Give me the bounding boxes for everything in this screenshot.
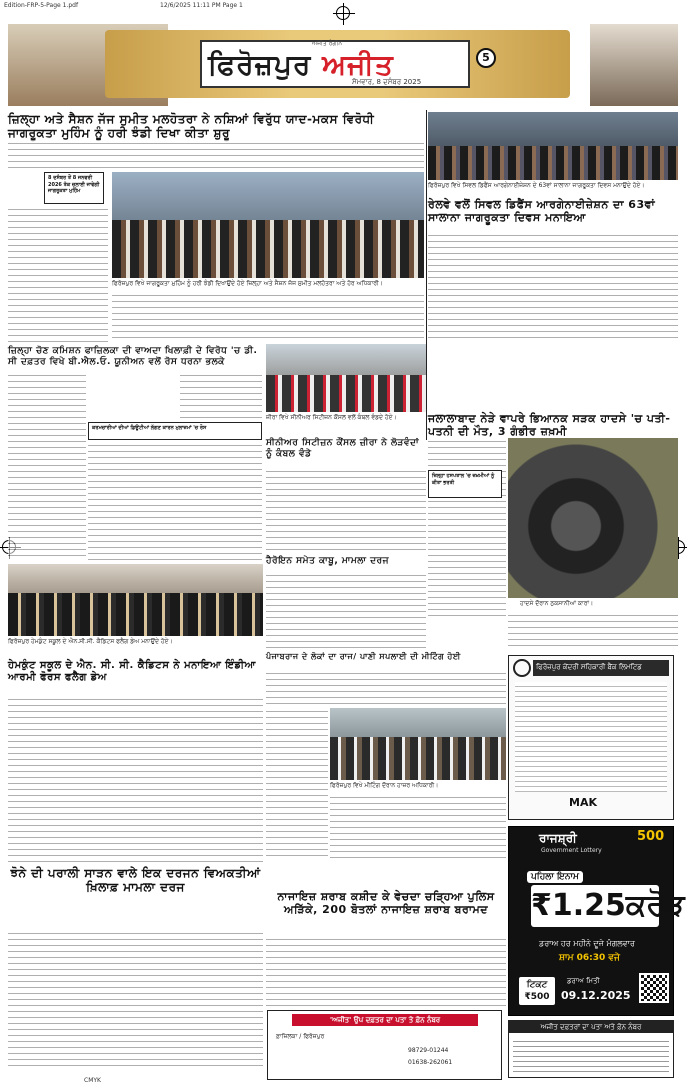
footer-color-label: CMYK bbox=[84, 1077, 101, 1084]
lottery-amount: ₹1.25ਕਰੋੜ bbox=[531, 885, 659, 927]
lead-headline: ਜ਼ਿਲ੍ਹਾ ਅਤੇ ਸੈਸ਼ਨ ਜੱਜ ਸੁਮੀਤ ਮਲਹੋਤਰਾ ਨੇ ਨਸ਼ਿਆਂ ਵਿਰੁੱਧ ਯਾਦ-ਮਕਸ ਵਿਰੋਧੀ ਜਾਗਰੂਕਤਾ ਮੁਹਿੰਮ ਨੂੰ ਹਰੀ ਝੰਡੀ ਦਿਖਾ ਕੀਤਾ ਸ਼ੁਰੂ bbox=[8, 112, 375, 141]
lottery-subtitle: Government Lottery bbox=[541, 847, 602, 854]
cadets-body bbox=[8, 696, 263, 864]
liquor-body bbox=[266, 936, 506, 1006]
panchayat-body-bottom bbox=[330, 794, 506, 858]
ajit-office-phone-1: 98729-01244 bbox=[408, 1047, 449, 1054]
stubble-body bbox=[8, 930, 263, 1070]
column-rule bbox=[426, 110, 427, 440]
lottery-time: ਸ਼ਾਮ 06:30 ਵਜੇ bbox=[559, 953, 620, 963]
lead-caption: ਫਿਰੋਜ਼ਪੁਰ ਵਿਖੇ ਜਾਗਰੂਕਤਾ ਮੁਹਿੰਮ ਨੂੰ ਹਰੀ ਝੰਡੀ ਦਿਖਾਉਂਦੇ ਹੋਏ ਜ਼ਿਲ੍ਹਾ ਅਤੇ ਸੈਸ਼ਨ ਜੱਜ ਸੁਮੀਤ ਮਲਹੋਤਰਾ ਅਤੇ ਹੋਰ ਅਧਿਕਾਰੀ। bbox=[112, 280, 383, 287]
contact-ad-body bbox=[513, 1037, 669, 1073]
file-slug: Edition-FRP-5-Page 1.pdf bbox=[4, 2, 79, 9]
panchayat-headline: ਪੰਜਾਬਰਾਜ ਦੇ ਲੋਕਾਂ ਦਾ ਰਾਜ/ ਪਾਣੀ ਸਪਲਾਈ ਦੀ ਮੀਟਿੰਗ ਹੋਈ bbox=[266, 652, 461, 661]
masthead-title-part2: ਅਜੀਤ bbox=[322, 48, 394, 81]
accident-caption: ਹਾਦਸੇ ਦੌਰਾਨ ਨੁਕਸਾਨੀਆਂ ਕਾਰਾਂ। bbox=[520, 600, 594, 607]
railway-photo bbox=[428, 112, 678, 180]
accident-photo bbox=[508, 438, 678, 598]
masthead bbox=[200, 40, 470, 88]
lottery-draw-text: ਡਰਾਅ ਹਰ ਮਹੀਨੇ ਦੂਜੇ ਮੰਗਲਵਾਰ bbox=[539, 939, 635, 948]
seniors-caption: ਜ਼ੀਰਾ ਵਿਖੇ ਸੀਨੀਅਰ ਸਿਟੀਜ਼ਨ ਕੌਂਸਲ ਵਲੋਂ ਕੰਬਲ ਵੰਡਦੇ ਹੋਏ। bbox=[266, 414, 397, 421]
lottery-prize-label: ਪਹਿਲਾ ਇਨਾਮ bbox=[527, 871, 583, 883]
bank-advertisement bbox=[508, 655, 674, 820]
blo-body-col3 bbox=[180, 372, 262, 420]
accident-body-left bbox=[428, 438, 506, 618]
panchayat-body-top bbox=[266, 670, 506, 706]
masthead-title-part1: ਫਿਰੋਜ਼ਪੁਰ bbox=[208, 48, 312, 81]
panchayat-photo bbox=[330, 708, 506, 780]
panchayat-body-left bbox=[266, 708, 328, 858]
accident-box: ਜ਼ਿਲ੍ਹਾ ਹਸਪਤਾਲ 'ਚ ਜ਼ਖ਼ਮੀਆਂ ਨੂੰ ਕੀਤਾ ਭਰਤੀ bbox=[428, 470, 502, 498]
contact-ad-heading: ਅਜੀਤ ਦਫ਼ਤਰਾਂ ਦਾ ਪਤਾ ਅਤੇ ਫ਼ੋਨ ਨੰਬਰ bbox=[509, 1021, 673, 1033]
accident-body-right bbox=[508, 612, 678, 650]
lottery-advertisement bbox=[508, 826, 685, 1016]
lead-photo bbox=[112, 172, 424, 278]
print-stamp: 12/6/2025 11:11 PM Page 1 bbox=[160, 2, 243, 9]
contact-ad bbox=[508, 1020, 674, 1078]
seniors-photo bbox=[266, 344, 426, 412]
railway-headline: ਰੇਲਵੇ ਵਲੋਂ ਸਿਵਲ ਡਿਫੈਂਸ ਆਰਗੇਨਾਈਜ਼ੇਸ਼ਨ ਦਾ 63ਵਾਂ ਸਾਲਾਨਾ ਜਾਗਰੂਕਤਾ ਦਿਵਸ ਮਨਾਇਆ bbox=[428, 198, 656, 225]
registration-mark-top bbox=[336, 6, 350, 20]
railway-body bbox=[428, 232, 678, 338]
accident-headline: ਜਲਾਲਾਬਾਦ ਨੇੜੇ ਵਾਪਰੇ ਭਿਆਨਕ ਸੜਕ ਹਾਦਸੇ 'ਚ ਪਤੀ-ਪਤਨੀ ਦੀ ਮੌਤ, 3 ਗੰਭੀਰ ਜ਼ਖ਼ਮੀ bbox=[428, 412, 671, 439]
lottery-draw-label: ਡਰਾਅ ਮਿਤੀ bbox=[567, 977, 600, 985]
railway-caption: ਫਿਰੋਜ਼ਪੁਰ ਵਿਖੇ ਸਿਵਲ ਡਿਫੈਂਸ ਆਰਗੇਨਾਈਜ਼ੇਸ਼ਨ ਦੇ 63ਵਾਂ ਸਾਲਾਨਾ ਜਾਗਰੂਕਤਾ ਦਿਵਸ ਮਨਾਉਂਦੇ ਹੋਏ। bbox=[428, 182, 645, 189]
masthead-portrait-photo bbox=[590, 24, 678, 106]
cadets-headline: ਹੇਮਕੁੰਟ ਸਕੂਲ ਦੇ ਐਨ. ਸੀ. ਸੀ. ਕੈਡਿਟਸ ਨੇ ਮਨਾਇਆ ਇੰਡੀਆ ਆਰਮੀ ਫੋਰਸ ਫਲੈਗ ਡੇਅ bbox=[8, 660, 256, 683]
bank-ad-body bbox=[515, 682, 667, 792]
lottery-title: ਰਾਜਸ਼੍ਰੀ bbox=[539, 831, 577, 845]
bank-ad-title: ਫਿਰੋਜ਼ਪੁਰ ਕੇਂਦਰੀ ਸਹਿਕਾਰੀ ਬੈਂਕ ਲਿਮਟਿਡ bbox=[533, 660, 669, 676]
lead-body-left bbox=[8, 206, 108, 346]
stubble-headline: ਝੋਨੇ ਦੀ ਪਰਾਲੀ ਸਾੜਨ ਵਾਲੇ ਇਕ ਦਰਜਨ ਵਿਅਕਤੀਆਂ ਖ਼ਿਲਾਫ਼ ਮਾਮਲਾ ਦਰਜ bbox=[10, 866, 261, 895]
lead-body-bottom bbox=[112, 292, 424, 340]
page-number: 5 bbox=[476, 48, 496, 68]
lead-body-top bbox=[8, 140, 424, 172]
ajit-office-ad bbox=[267, 1010, 502, 1080]
masthead-logo bbox=[208, 48, 394, 82]
qr-code-icon bbox=[639, 973, 669, 1003]
cadets-photo bbox=[8, 564, 263, 636]
bank-logo-icon bbox=[513, 659, 531, 677]
blo-body-col1 bbox=[8, 372, 86, 560]
ajit-office-city: ਫ਼ਾਜ਼ਿਲਕਾ / ਫਿਰੋਜ਼ਪੁਰ bbox=[276, 1033, 325, 1040]
lead-box: 8 ਦਸੰਬਰ ਤੋਂ 8 ਜਨਵਰੀ 2026 ਤੱਕ ਚਲਾਈ ਜਾਵੇਗੀ ਜਾਗਰੂਕਤਾ ਮੁਹਿੰਮ bbox=[44, 172, 104, 204]
cadets-caption: ਫਿਰੋਜ਼ਪੁਰ ਹੇਮਕੁੰਟ ਸਕੂਲ ਦੇ ਐਨ.ਸੀ.ਸੀ. ਕੈਡਿਟਸ ਫਲੈਗ ਡੇਅ ਮਨਾਉਂਦੇ ਹੋਏ। bbox=[8, 638, 173, 645]
ajit-office-heading: 'ਅਜੀਤ' ਉਪ ਦਫ਼ਤਰ ਦਾ ਪਤਾ ਤੇ ਫ਼ੋਨ ਨੰਬਰ bbox=[292, 1014, 478, 1026]
seniors-body bbox=[266, 468, 426, 550]
ajit-office-phone-2: 01638-262061 bbox=[408, 1059, 453, 1066]
liquor-headline: ਨਾਜਾਇਜ਼ ਸ਼ਰਾਬ ਕਸ਼ੀਦ ਕੇ ਵੇਚਦਾ ਚੜ੍ਹਿਆ ਪੁਲਿਸ ਅੜਿੱਕੇ, 200 ਬੋਤਲਾਂ ਨਾਜਾਇਜ਼ ਸ਼ਰਾਬ ਬਰਾਮਦ bbox=[277, 890, 495, 917]
page-footer bbox=[0, 1075, 687, 1089]
masthead-tagline: ਅਜੀਤ ਰੰਗੀਨ bbox=[312, 40, 343, 47]
masthead-date: ਸੋਮਵਾਰ, 8 ਦਸੰਬਰ 2025 bbox=[352, 78, 422, 86]
lottery-date: 09.12.2025 bbox=[561, 989, 631, 1002]
blo-body-col2 bbox=[88, 442, 262, 560]
heroin-body bbox=[266, 572, 426, 652]
lottery-ticket: ਟਿਕਟ ₹500 bbox=[519, 977, 555, 1005]
lottery-number: 500 bbox=[637, 829, 665, 844]
blo-headline: ਜ਼ਿਲ੍ਹਾ ਚੋਣ ਕਮਿਸ਼ਨ ਫਾਜ਼ਿਲਕਾ ਦੀ ਵਾਅਦਾ ਖਿਲਾਫ਼ੀ ਦੇ ਵਿਰੋਧ 'ਚ ਡੀ. ਸੀ ਦਫ਼ਤਰ ਵਿਖੇ ਬੀ.ਐਲ.ਓ. ਯੂਨੀਅਨ ਵਲੋਂ ਰੋਸ ਧਰਨਾ ਭਲਕੇ bbox=[8, 346, 258, 367]
blo-box: ਕਰਮਚਾਰੀਆਂ ਦੀਆਂ ਡਿਊਟੀਆਂ ਲੱਗਣ ਕਾਰਨ ਮੁਲਾਜ਼ਮਾਂ 'ਚ ਰੋਸ bbox=[88, 422, 262, 440]
seniors-headline: ਸੀਨੀਅਰ ਸਿਟੀਜ਼ਨ ਕੌਂਸਲ ਜ਼ੀਰਾ ਨੇ ਲੋੜਵੰਦਾਂ ਨੂੰ ਕੰਬਲ ਵੰਡੇ bbox=[266, 438, 420, 459]
bank-ad-brand: MAK bbox=[569, 796, 597, 809]
panchayat-caption: ਫਿਰੋਜ਼ਪੁਰ ਵਿਖੇ ਮੀਟਿੰਗ ਦੌਰਾਨ ਹਾਜ਼ਰ ਅਧਿਕਾਰੀ। bbox=[330, 782, 439, 789]
heroin-headline: ਹੈਰੋਇਨ ਸਮੇਤ ਕਾਬੂ, ਮਾਮਲਾ ਦਰਜ bbox=[266, 556, 389, 566]
